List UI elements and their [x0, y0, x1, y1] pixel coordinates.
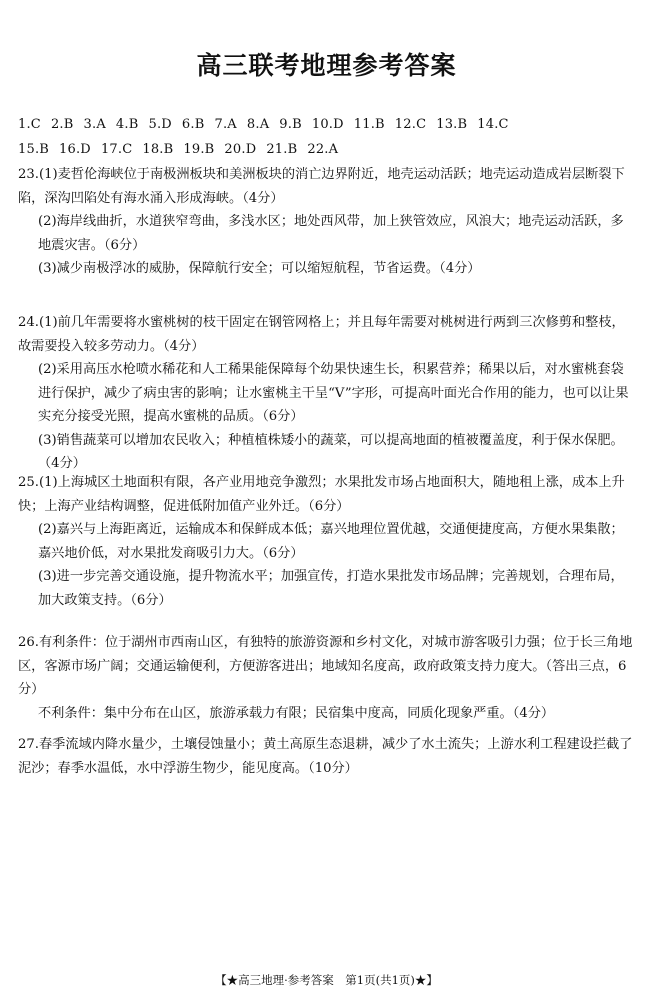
q25-part-1: 25.(1)上海城区土地面积有限，各产业用地竞争激烈；水果批发市场占地面积大，随地租上涨，成本上升快；上海产业结构调整，促进低附加值产业外迁。（6分）	[18, 475, 625, 514]
q24-part-2: (2)采用高压水枪喷水稀花和人工稀果能保障每个幼果快速生长，积累营养；稀果以后，对水蜜桃套袋进行保护，减少了病虫害的影响；让水蜜桃主干呈“V”字形，可提高叶面光合作用的能力，也可以让果实充分接受光照，提高水蜜桃的品质。（6分）	[38, 362, 629, 424]
mc-answer: 19.B	[183, 142, 215, 157]
mc-answer: 5.D	[148, 117, 172, 132]
mc-answer: 21.B	[266, 142, 298, 157]
q25-part-3: (3)进一步完善交通设施，提升物流水平；加强宣传，打造水果批发市场品牌；完善规划，合理布局，加大政策支持。（6分）	[38, 569, 624, 608]
question-24	[18, 311, 635, 476]
q23-part-3: (3)减少南极浮冰的威胁，保障航行安全；可以缩短航程，节省运费。（4分）	[38, 261, 481, 276]
mc-answer: 11.B	[353, 117, 385, 132]
mc-answer: 17.C	[100, 142, 133, 157]
q27-part-1: 27.春季流域内降水量少，土壤侵蚀量小；黄土高原生态退耕，减少了水土流失；上游水利工程建设拦截了泥沙；春季水温低，水中浮游生物少，能见度高。（10分）	[18, 737, 633, 776]
mc-answer: 15.B	[18, 142, 50, 157]
mc-answer: 12.C	[394, 117, 427, 132]
mc-answer: 16.D	[59, 142, 91, 157]
q24-part-3: (3)销售蔬菜可以增加农民收入；种植植株矮小的蔬菜，可以提高地面的植被覆盖度，利于保水保肥。（4分）	[38, 432, 624, 471]
question-25	[18, 471, 635, 612]
multiple-choice-row-1	[18, 117, 638, 132]
mc-answer: 20.D	[224, 142, 257, 157]
question-27	[18, 733, 635, 780]
q23-part-2: (2)海岸线曲折，水道狭窄弯曲，多浅水区；地处西风带，加上狭管效应，风浪大；地壳运动活跃，多地震灾害。（6分）	[38, 214, 624, 253]
q25-part-2: (2)嘉兴与上海距离近，运输成本和保鲜成本低；嘉兴地理位置优越，交通便捷度高，方便水果集散；嘉兴地价低，对水果批发商吸引力大。（6分）	[38, 522, 624, 561]
mc-answer: 6.B	[181, 117, 205, 132]
q26-part-1: 26.有利条件：位于湖州市西南山区，有独特的旅游资源和乡村文化，对城市游客吸引力强；位于长三角地区，客源市场广阔；交通运输便利，方便游客进出；地域知名度高，政府政策支持力度大。（答出三点，6分）	[18, 635, 633, 697]
mc-answer: 9.B	[279, 117, 302, 132]
page-title: 高三联考地理参考答案	[196, 51, 457, 80]
mc-answer: 22.A	[307, 142, 339, 157]
q26-part-2: 不利条件：集中分布在山区，旅游承载力有限；民宿集中度高，同质化现象严重。（4分）	[38, 705, 555, 721]
mc-answer: 7.A	[214, 117, 237, 132]
multiple-choice-row-2	[18, 142, 638, 157]
mc-answer: 1.C	[18, 117, 41, 132]
mc-answer: 3.A	[83, 117, 106, 132]
mc-answer: 4.B	[115, 117, 139, 132]
question-26	[18, 631, 635, 725]
q23-part-1: 23.(1)麦哲伦海峡位于南极洲板块和美洲板块的消亡边界附近，地壳运动活跃；地壳运动造成岩层断裂下陷，深沟凹陷处有海水涌入形成海峡。（4分）	[18, 167, 625, 206]
page-footer: 【★高三地理·参考答案 第1页(共1页)★】	[215, 973, 438, 987]
mc-answer: 14.C	[477, 117, 509, 132]
mc-answer: 2.B	[50, 117, 74, 132]
q24-part-1: 24.(1)前几年需要将水蜜桃树的枝干固定在钢管网格上；并且每年需要对桃树进行两到三次修剪和整枝，故需要投入较多劳动力。（4分）	[18, 315, 625, 354]
mc-answer: 13.B	[436, 117, 468, 132]
mc-answer: 18.B	[142, 142, 174, 157]
mc-answer: 10.D	[311, 117, 344, 132]
mc-answer: 8.A	[246, 117, 270, 132]
question-23	[18, 163, 635, 281]
